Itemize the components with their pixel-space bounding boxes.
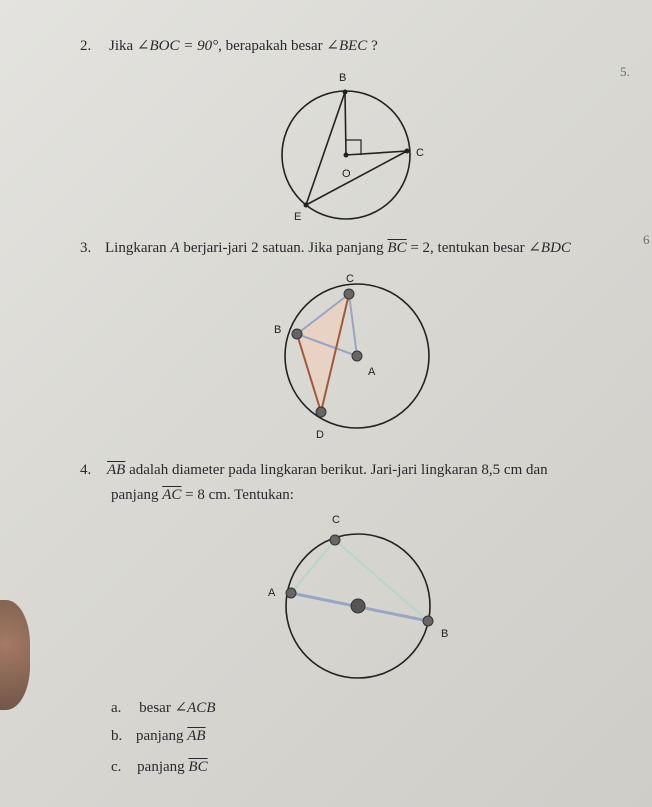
q3-angle: ∠BDC — [528, 240, 571, 256]
q2-point-b — [343, 90, 348, 95]
q3-point-b — [292, 329, 302, 339]
q2-text-a: Jika — [109, 38, 137, 54]
q2-angle1: ∠BOC = 90° — [136, 38, 219, 54]
q3-text-c: , tentukan besar — [430, 240, 529, 256]
q4-item-a-text: besar — [139, 700, 175, 716]
q2-label-o: O — [342, 168, 351, 180]
q3-text-a: Lingkaran — [105, 240, 171, 256]
q2-diagram — [282, 72, 424, 223]
q4-seg-ab: $\overline{AB}$ — [107, 462, 126, 478]
q3-point-d — [316, 407, 326, 417]
q2-segment-ob — [345, 92, 346, 155]
q2-text-b: , berapakah besar — [218, 38, 327, 54]
q4-line2-a: panjang — [111, 487, 163, 503]
q4-item-c-text: panjang — [137, 759, 189, 775]
q4-label-b: B — [441, 628, 449, 640]
q4-segment-cb — [335, 540, 428, 621]
q3-diagram — [274, 273, 429, 441]
q2-label-e: E — [294, 211, 302, 223]
q4-point-b — [423, 616, 433, 626]
q3-segment: $\overline{BC}$ — [387, 240, 407, 256]
q2-angle2: ∠BEC — [326, 38, 368, 54]
side-number-6: 6 — [643, 232, 650, 247]
q2-label-b: B — [339, 72, 347, 84]
q4-item-b-math: $\overline{AB}$ — [187, 728, 206, 744]
q4-item-a-math: ∠ACB — [174, 700, 216, 716]
q3-label-d: D — [316, 429, 324, 441]
q3-label-a: A — [368, 366, 376, 378]
q4-line2-b: = 8 cm. Tentukan: — [181, 487, 294, 503]
q2-number: 2. — [80, 38, 92, 54]
q2-segment-oc — [346, 151, 407, 155]
q3-label-b: B — [274, 324, 282, 336]
q3-eq: = 2 — [406, 240, 431, 256]
q3-point-c — [344, 289, 354, 299]
q3-label-c: C — [346, 273, 354, 285]
q3-shaded-triangle — [297, 294, 349, 412]
q4-line1: adalah diameter pada lingkaran berikut. Jari-jari lingkaran 8,5 cm dan — [125, 462, 548, 478]
q3-text-b: berjari-jari 2 satuan. Jika panjang — [179, 240, 388, 256]
q4-seg-ac: $\overline{AC}$ — [162, 487, 182, 503]
q3-circle-name: A — [170, 240, 180, 256]
q4-label-c: C — [332, 514, 340, 526]
q4-point-center — [351, 599, 365, 613]
q4-number: 4. — [80, 462, 92, 478]
q3-number: 3. — [80, 240, 92, 256]
q4-item-c-letter: c. — [111, 759, 122, 775]
side-number-5: 5. — [620, 64, 630, 79]
q3-point-a — [352, 351, 362, 361]
q4-label-a: A — [268, 587, 276, 599]
q4-diagram — [268, 514, 448, 678]
q2-point-o — [344, 153, 349, 158]
q4-item-b-letter: b. — [111, 728, 123, 744]
q2-text-c: ? — [367, 38, 378, 54]
q4-point-c — [330, 535, 340, 545]
q4-point-a — [286, 588, 296, 598]
q4-item-a-letter: a. — [111, 700, 122, 716]
q3-segment-ca — [349, 294, 357, 356]
q2-point-e — [304, 203, 309, 208]
q4-item-b-text: panjang — [136, 728, 188, 744]
q2-point-c — [405, 149, 410, 154]
q2-right-angle-mark — [346, 140, 361, 155]
q4-item-c-math: $\overline{BC}$ — [188, 759, 208, 775]
q2-label-c: C — [416, 147, 424, 159]
